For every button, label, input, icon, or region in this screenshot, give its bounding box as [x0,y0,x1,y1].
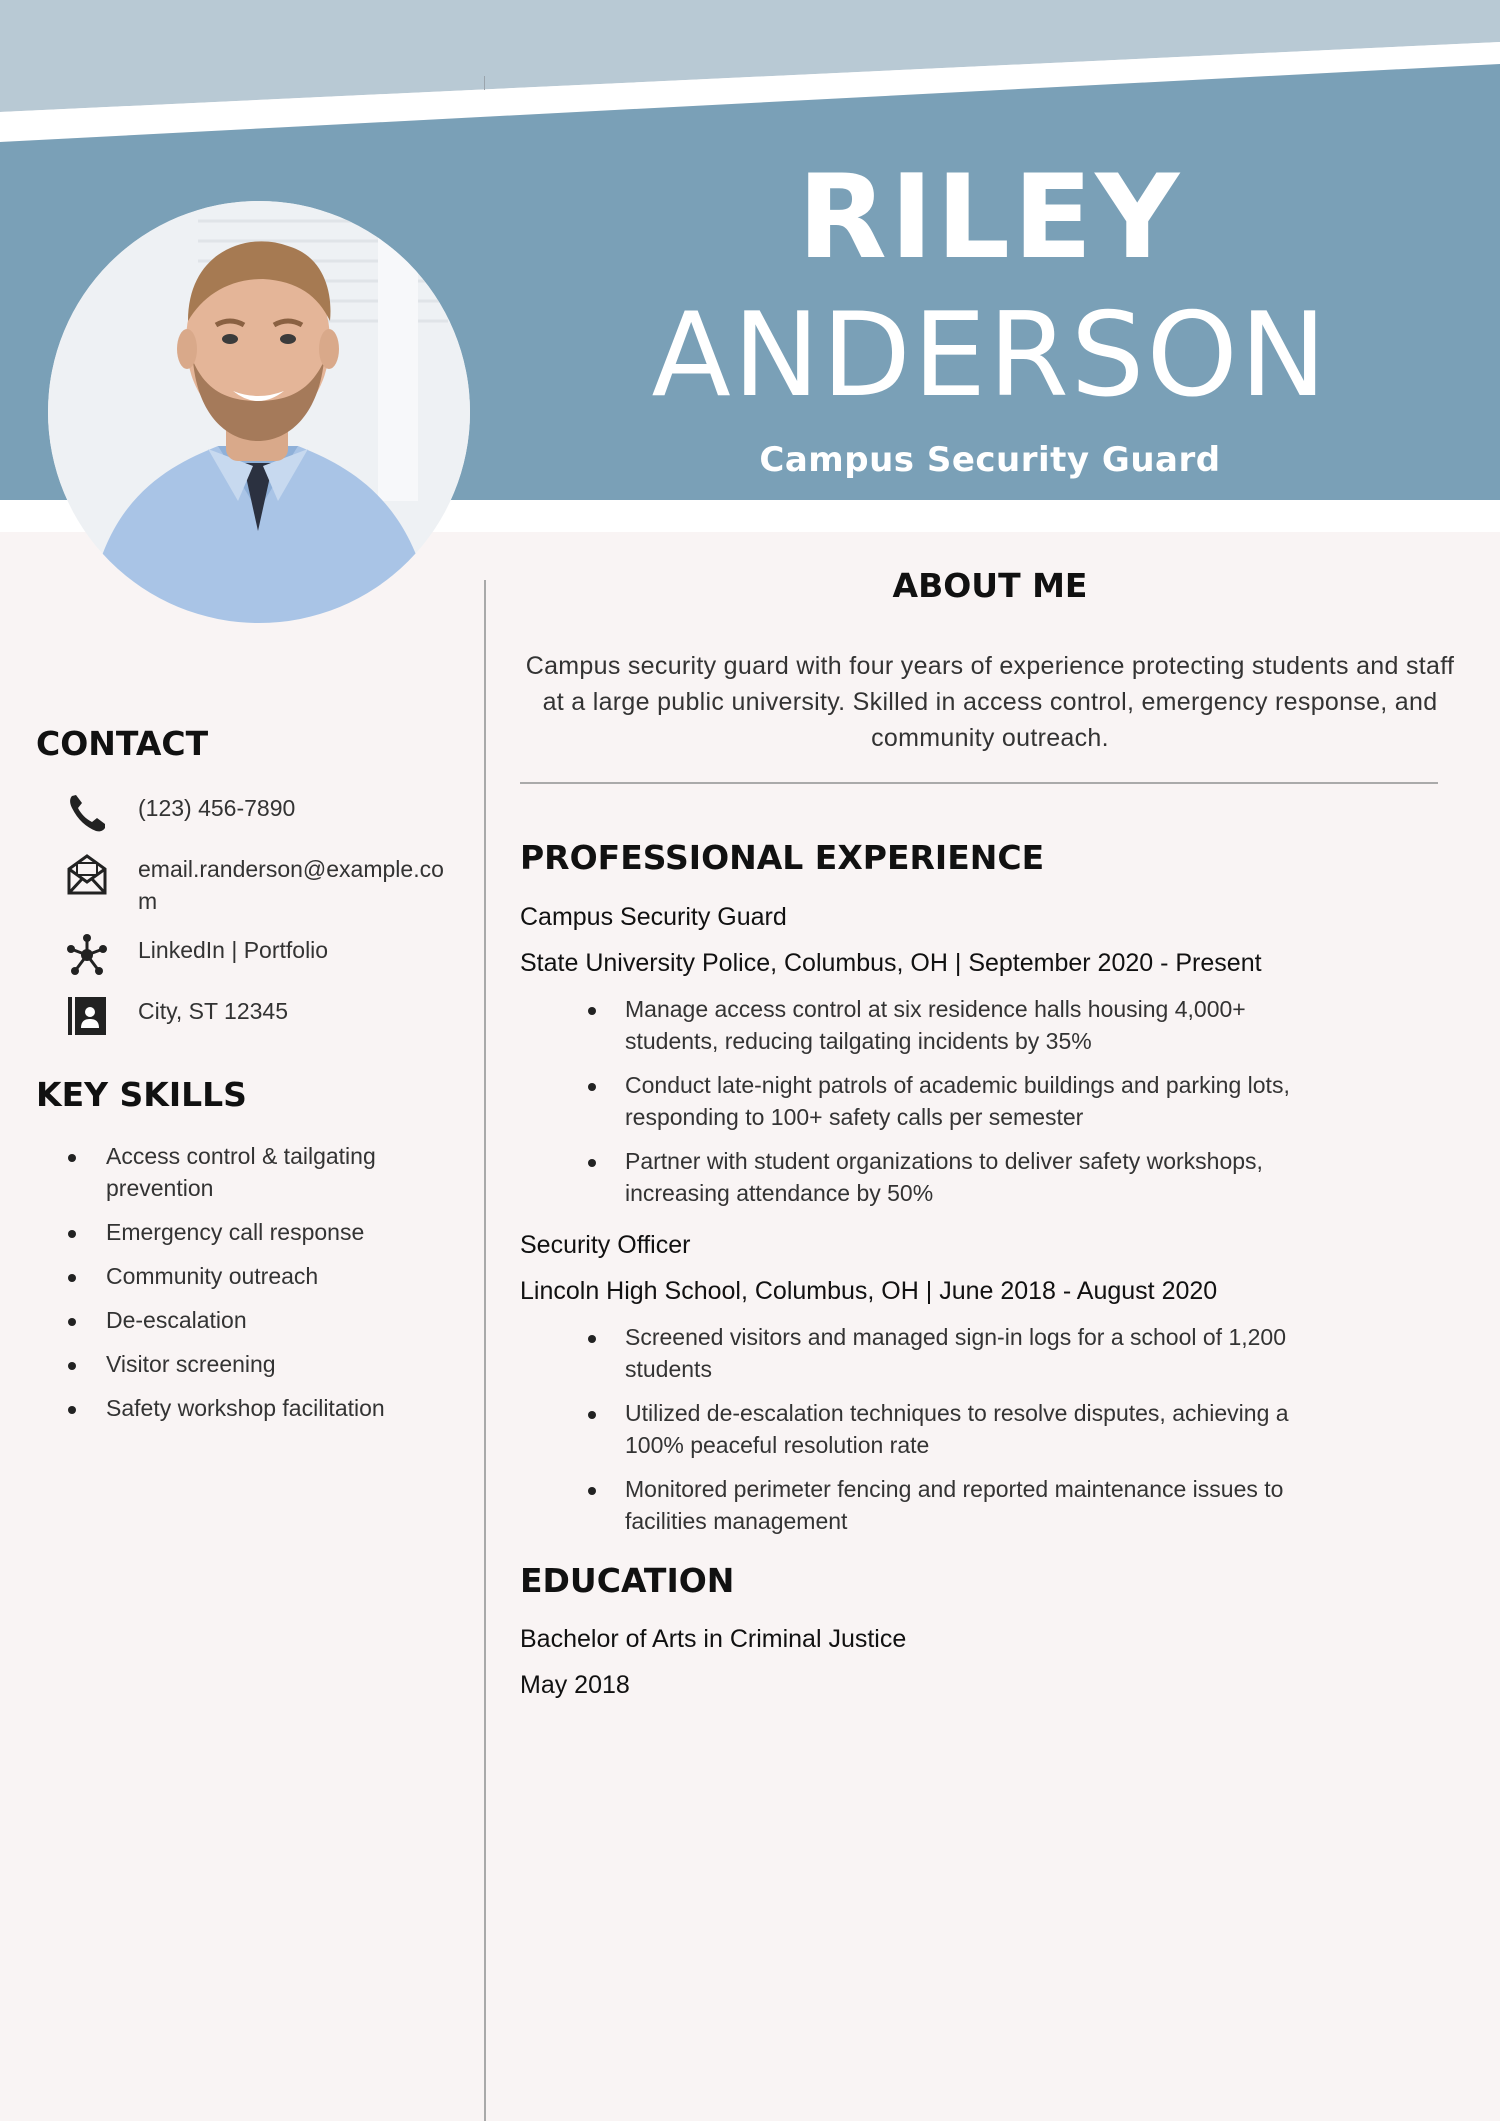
list-item: Screened visitors and managed sign-in logs for a school of 1,200 students [520,1321,1345,1385]
contact-phone [64,790,474,836]
address-book-icon [64,993,110,1039]
skills-heading: KEY SKILLS [36,1075,247,1114]
network-icon [64,932,110,978]
list-item: Partner with student organizations to deliver safety workshops, increasing attendance by 50% [520,1145,1345,1209]
list-item: Manage access control at six residence halls housing 4,000+ students, reducing tailgating incidents by 35% [520,993,1345,1057]
contact-heading: CONTACT [36,724,209,763]
name-block [600,150,1380,480]
job-title: Campus Security Guard [759,440,1221,480]
job-role: Security Officer [520,1231,691,1259]
about-text: Campus security guard with four years of experience protecting students and staff at a large public university. Skilled in access control, emergency response, and community outreach. [525,652,1455,752]
education-entry [520,1623,1420,1701]
address-text: City, ST 12345 [138,998,289,1024]
experience-heading: PROFESSIONAL EXPERIENCE [520,838,1045,877]
email-text[interactable]: email.randerson@example.com [138,856,444,914]
list-item: Utilized de-escalation techniques to resolve disputes, achieving a 100% peaceful resolution rate [520,1397,1345,1461]
links-text[interactable]: LinkedIn | Portfolio [138,937,329,963]
phone-text: (123) 456-7890 [138,795,296,821]
top-divider-tick [484,76,485,90]
contact-list [64,790,474,1054]
job-organization: Lincoln High School, Columbus, OH | June 2018 - August 2020 [520,1277,1218,1305]
list-item: Emergency call response [64,1216,424,1248]
last-name: ANDERSON [651,288,1329,423]
degree: Bachelor of Arts in Criminal Justice [520,1625,907,1653]
list-item: De-escalation [64,1304,424,1336]
job-bullets [520,993,1450,1209]
list-item: Monitored perimeter fencing and reported maintenance issues to facilities management [520,1473,1345,1537]
about-heading: ABOUT ME [892,566,1088,605]
graduation-date: May 2018 [520,1671,630,1699]
list-item: Community outreach [64,1260,424,1292]
first-name: RILEY [797,150,1183,285]
job-entry-1 [520,901,1450,1221]
profile-photo [48,201,470,623]
phone-icon [64,790,110,836]
contact-address [64,993,474,1039]
contact-email [64,851,474,917]
education-heading: EDUCATION [520,1561,735,1600]
job-organization: State University Police, Columbus, OH | September 2020 - Present [520,949,1262,977]
envelope-icon [64,851,110,897]
section-divider [520,782,1438,784]
list-item: Conduct late-night patrols of academic buildings and parking lots, responding to 100+ safety calls per semester [520,1069,1345,1133]
list-item: Access control & tailgating prevention [64,1140,424,1204]
job-entry-2 [520,1229,1450,1549]
list-item: Safety workshop facilitation [64,1392,424,1424]
job-role: Campus Security Guard [520,903,787,931]
job-bullets [520,1321,1450,1537]
skills-list [64,1140,424,1436]
column-divider [484,580,486,2121]
list-item: Visitor screening [64,1348,424,1380]
contact-links [64,932,474,978]
